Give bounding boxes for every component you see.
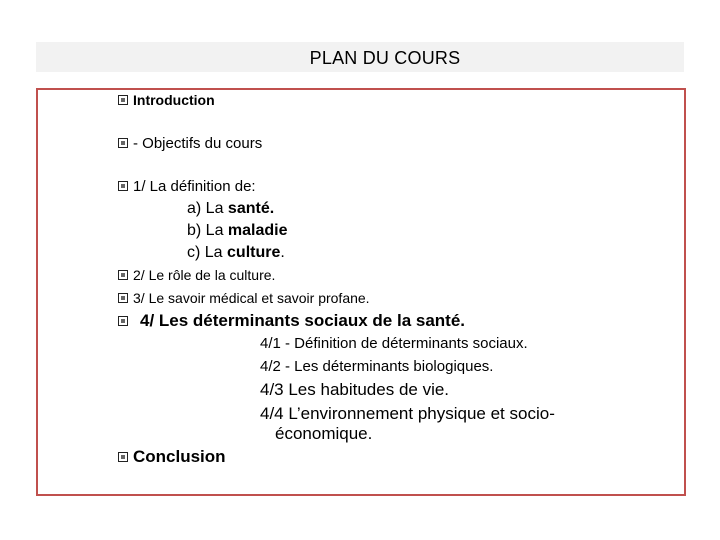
checkbox-bullet-icon xyxy=(118,293,128,303)
outline-item-determinants: 4/ Les déterminants sociaux de la santé. xyxy=(118,311,465,331)
checkbox-bullet-icon xyxy=(118,95,128,105)
sub-item-4-4: 4/4 L’environnement physique et socio- xyxy=(260,404,555,423)
sub-item-maladie: b) La maladie xyxy=(187,222,288,239)
page-title: PLAN DU COURS xyxy=(309,48,461,68)
sub-item-4-1: 4/1 - Définition de déterminants sociaux. xyxy=(260,335,528,352)
outline-item-savoir: 3/ Le savoir médical et savoir profane. xyxy=(118,290,370,306)
checkbox-bullet-icon xyxy=(118,181,128,191)
checkbox-bullet-icon xyxy=(118,270,128,280)
outline-item-introduction: Introduction xyxy=(118,92,215,108)
outline-item-conclusion: Conclusion xyxy=(118,447,226,467)
sub-item-sante: a) La santé. xyxy=(187,200,275,217)
outline-item-definition: 1/ La définition de: xyxy=(118,178,256,195)
checkbox-bullet-icon xyxy=(118,452,128,462)
sub-item-4-4-continued: économique. xyxy=(275,424,373,443)
checkbox-bullet-icon xyxy=(118,138,128,148)
sub-item-4-3: 4/3 Les habitudes de vie. xyxy=(260,380,450,399)
checkbox-bullet-icon xyxy=(118,316,128,326)
sub-item-culture: c) La culture. xyxy=(187,244,285,261)
sub-item-4-2: 4/2 - Les déterminants biologiques. xyxy=(260,358,494,375)
outline-item-role: 2/ Le rôle de la culture. xyxy=(118,267,275,283)
outline-item-objectifs: - Objectifs du cours xyxy=(118,135,262,152)
